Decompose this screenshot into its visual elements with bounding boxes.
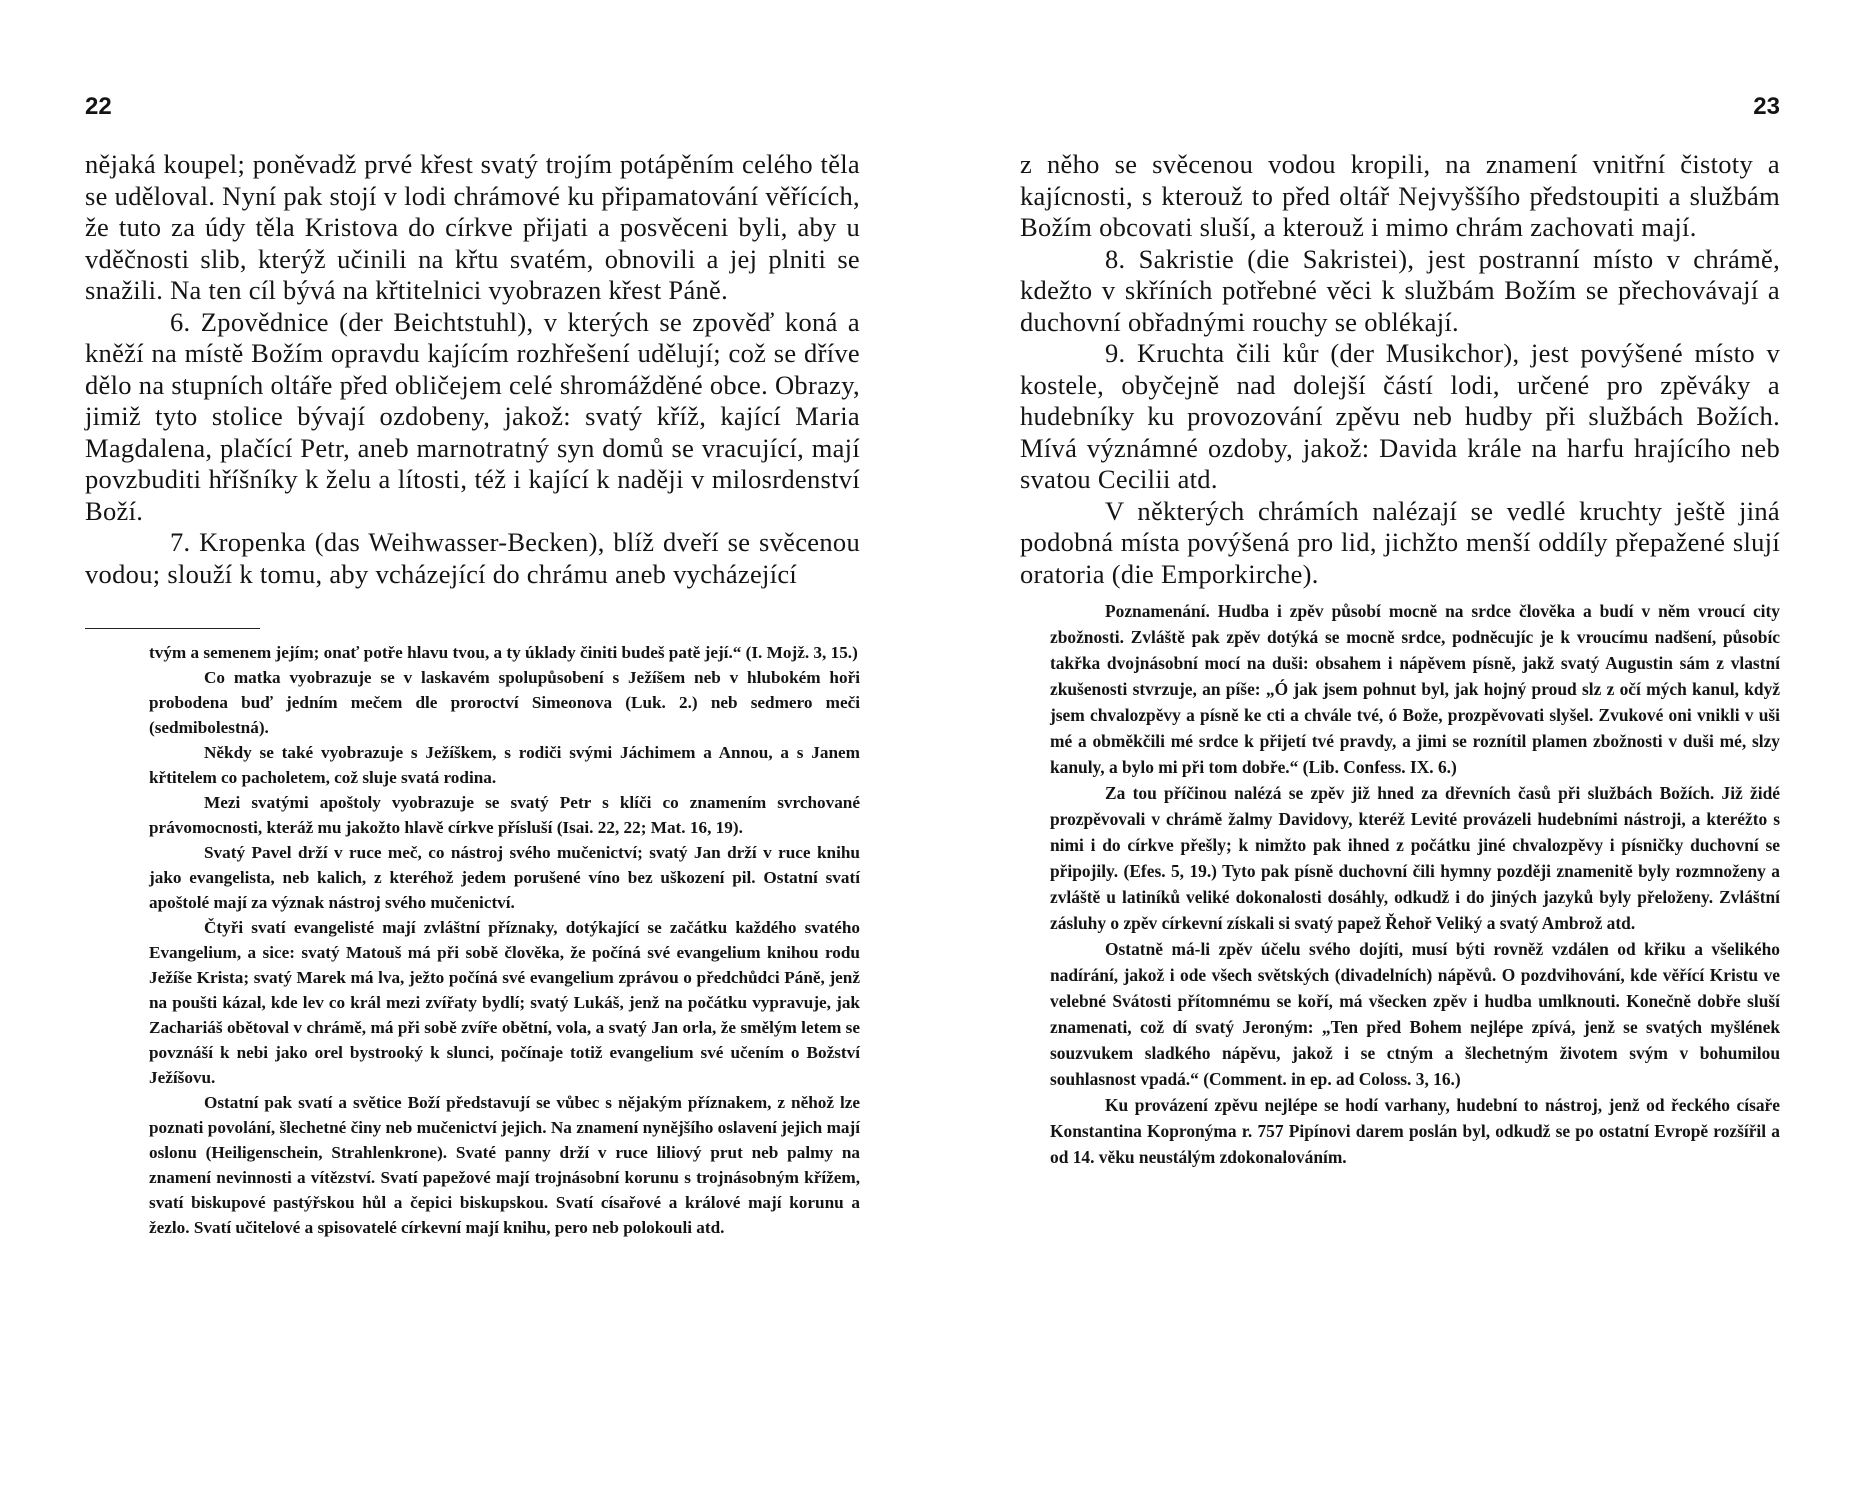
- footnote-paragraph: Čtyři svatí evangelisté mají zvláštní příznaky, dotýkající se začátku každého svatého Evangelium, a sice: svatý Matouš má při sobě člověka, že počíná své evangelium knihou rodu Ježíše Krista; svatý Marek má lva, ježto počíná své evangelium zprávou o předchůdci Páně, jenž na poušti kázal, kde lev co král mezi zvířaty bydlí; svatý Lukáš, jenž na počátku vypravuje, jak Zachariáš obětoval v chrámě, má při sobě zvíře obětní, vola, a svatý Jan orla, že smělým letem se povznáší k nebi jako orel bystrooký k slunci, počínaje totiž evangelium své učením o Božství Ježíšovu.: [149, 918, 860, 1087]
- right-page-notes: [1050, 598, 1780, 1170]
- paragraph: 6. Zpovědnice (der Beichtstuhl), v kterých se zpověď koná a kněží na místě Božím opravdu kajícím rozhřešení udělují; což se dříve dělo na stupních oltáře před obličejem celé shromážděné obce. Obrazy, jimiž tyto stolice bývají ozdobeny, jakož: svatý kříž, kající Maria Magdalena, plačící Petr, aneb marnotratný syn domů se vracující, mají povzbuditi hříšníky k želu a lítosti, též i kající k naději v milosrdenství Boží.: [85, 306, 860, 526]
- note-paragraph: Ku provázení zpěvu nejlépe se hodí varhany, hudební to nástroj, jenž od řeckého císaře Konstantina Kopronýma r. 757 Pipínovi darem poslán byl, odkudž se po ostatní Evropě rozšířil a od 14. věku neustálým zdokonalováním.: [1050, 1095, 1780, 1167]
- footnote-paragraph: Svatý Pavel drží v ruce meč, co nástroj svého mučenictví; svatý Jan drží v ruce knihu jako evangelista, neb kalich, z kteréhož jedem porušené víno bez uškození pil. Ostatní svatí apoštolé mají za význak nástroj svého mučenictví.: [149, 843, 860, 912]
- right-page-body: [1020, 149, 1780, 590]
- paragraph: V některých chrámích nalézají se vedlé kruchty ještě jiná podobná místa povýšená pro lid, jichžto menší oddíly přepažené slují oratoria (die Emporkirche).: [1020, 495, 1780, 589]
- footnote-paragraph: Někdy se také vyobrazuje s Ježíškem, s rodiči svými Jáchimem a Annou, a s Janem křtitelem co pacholetem, což sluje svatá rodina.: [149, 743, 860, 787]
- note-paragraph: Ostatně má-li zpěv účelu svého dojíti, musí býti rovněž vzdálen od křiku a všelikého nadírání, jakož i ode všech světských (divadelních) nápěvů. O pozdvihování, kde věřící Kristu ve velebné Svátosti přítomnému se koří, má všecken zpěv i hudba umlknouti. Konečně dobře sluší znamenati, což dí svatý Jeroným: „Ten před Bohem nejlépe zpívá, jenž se svatých myšlének souzvukem sladkého nápěvu, jakož i se ctným a šlechetným životem svým v bohumilou souhlasnost vpadá.“ (Comment. in ep. ad Coloss. 3, 16.): [1050, 939, 1780, 1089]
- paragraph: 8. Sakristie (die Sakristei), jest postranní místo v chrámě, kdežto v skříních potřebné věci k službám Božím se přechovávají a duchovní obřadnými rouchy se oblékají.: [1020, 243, 1780, 337]
- paragraph: 7. Kropenka (das Weihwasser-Becken), blíž dveří se svěcenou vodou; slouží k tomu, aby vcházející do chrámu aneb vycházející: [85, 527, 860, 589]
- page-number-right: 23: [1753, 93, 1780, 120]
- paragraph: z něho se svěcenou vodou kropili, na znamení vnitřní čistoty a kajícnosti, s kterouž to před oltář Nejvyššího předstoupiti a službám Božím obcovati sluší, a kterouž i mimo chrám zachovati mají.: [1020, 149, 1780, 242]
- page-number-left: 22: [85, 93, 112, 120]
- left-page-footnotes: [149, 640, 860, 1240]
- footnote-separator: [85, 628, 260, 629]
- footnote-paragraph: tvým a semenem jejím; onať potře hlavu tvou, a ty úklady činiti budeš patě její.“ (I. Mojž. 3, 15.): [149, 643, 858, 662]
- footnote-paragraph: Ostatní pak svatí a světice Boží představují se vůbec s nějakým příznakem, z něhož lze poznati povolání, šlechetné činy neb mučenictví jejich. Na znamení nynějšího oslavení jejich mají oslonu (Heiligenschein, Strahlenkrone). Svaté panny drží v ruce liliový prut neb palmy na znamení nevinnosti a vítězství. Svatí papežové mají trojnásobní korunu s trojnásobným křížem, svatí biskupové pastýřskou hůl a čepici biskupskou. Svatí císařové a králové mají korunu a žezlo. Svatí učitelové a spisovatelé církevní mají knihu, pero neb polokouli atd.: [149, 1093, 860, 1237]
- note-paragraph: Za tou příčinou nalézá se zpěv již hned za dřevních časů při službách Božích. Již židé prozpěvovali v chrámě žalmy Davidovy, kteréž Levité provázeli hudebními nástroji, a kteréžto s nimi i do církve přešly; k nimžto pak ihned z počátku jiné chvalozpěvy i písničky duchovní se připojily. (Efes. 5, 19.) Tyto pak písně duchovní čili hymny později znamenitě byly rozmnoženy a zvláště u latiníků veliké dokonalosti dosáhly, odkudž i do jiných jazyků byly přeloženy. Zvláštní zásluhy o zpěv církevní získali si svatý papež Řehoř Veliký a svatý Ambrož atd.: [1050, 783, 1780, 933]
- footnote-paragraph: Co matka vyobrazuje se v laskavém spolupůsobení s Ježíšem neb v hlubokém hoři probodena buď jedním mečem dle proroctví Simeonova (Luk. 2.) neb sedmero meči (sedmibolestná).: [149, 668, 860, 737]
- paragraph: nějaká koupel; poněvadž prvé křest svatý trojím potápěním celého těla se uděloval. Nyní pak stojí v lodi chrámové ku připamatování věřících, že tuto za údy těla Kristova do církve přijati a posvěceni byli, aby u vděčnosti slib, kterýž učinili na křtu svatém, obnovili a jej plniti se snažili. Na ten cíl bývá na křtitelnici vyobrazen křest Páně.: [85, 149, 860, 305]
- note-paragraph: Poznamenání. Hudba i zpěv působí mocně na srdce člověka a budí v něm vroucí city zbožnosti. Zvláště pak zpěv dotýká se mocně srdce, podněcujíc je k vroucímu nadšení, působíc takřka dvojnásobní mocí na duši: obsahem i nápěvem písně, jakž svatý Augustin sám z vlastní zkušenosti stvrzuje, an píše: „Ó jak jsem pohnut byl, jak hojný proud slz z očí mých kanul, když jsem chvalozpěvy a písně ke cti a chvále tvé, ó Bože, prozpěvovati slyšel. Zvukové oni vnikli v uši mé a obměkčili mé srdce k přijetí tvé pravdy, a jimi se roznítil plamen zbožnosti v duši mé, slzy kanuly, a bylo mi při tom dobře.“ (Lib. Confess. IX. 6.): [1050, 601, 1780, 777]
- footnote-paragraph: Mezi svatými apoštoly vyobrazuje se svatý Petr s klíči co znamením svrchované právomocnosti, kteráž mu jakožto hlavě církve přísluší (Isai. 22, 22; Mat. 16, 19).: [149, 793, 860, 837]
- paragraph: 9. Kruchta čili kůr (der Musikchor), jest povýšené místo v kostele, obyčejně nad dolejší částí lodi, určené pro zpěváky a hudebníky ku provozování zpěvu neb hudby při službách Božích. Mívá význámné ozdoby, jakož: Davida krále na harfu hrajícího neb svatou Cecilii atd.: [1020, 338, 1780, 494]
- left-page-body: [85, 149, 860, 590]
